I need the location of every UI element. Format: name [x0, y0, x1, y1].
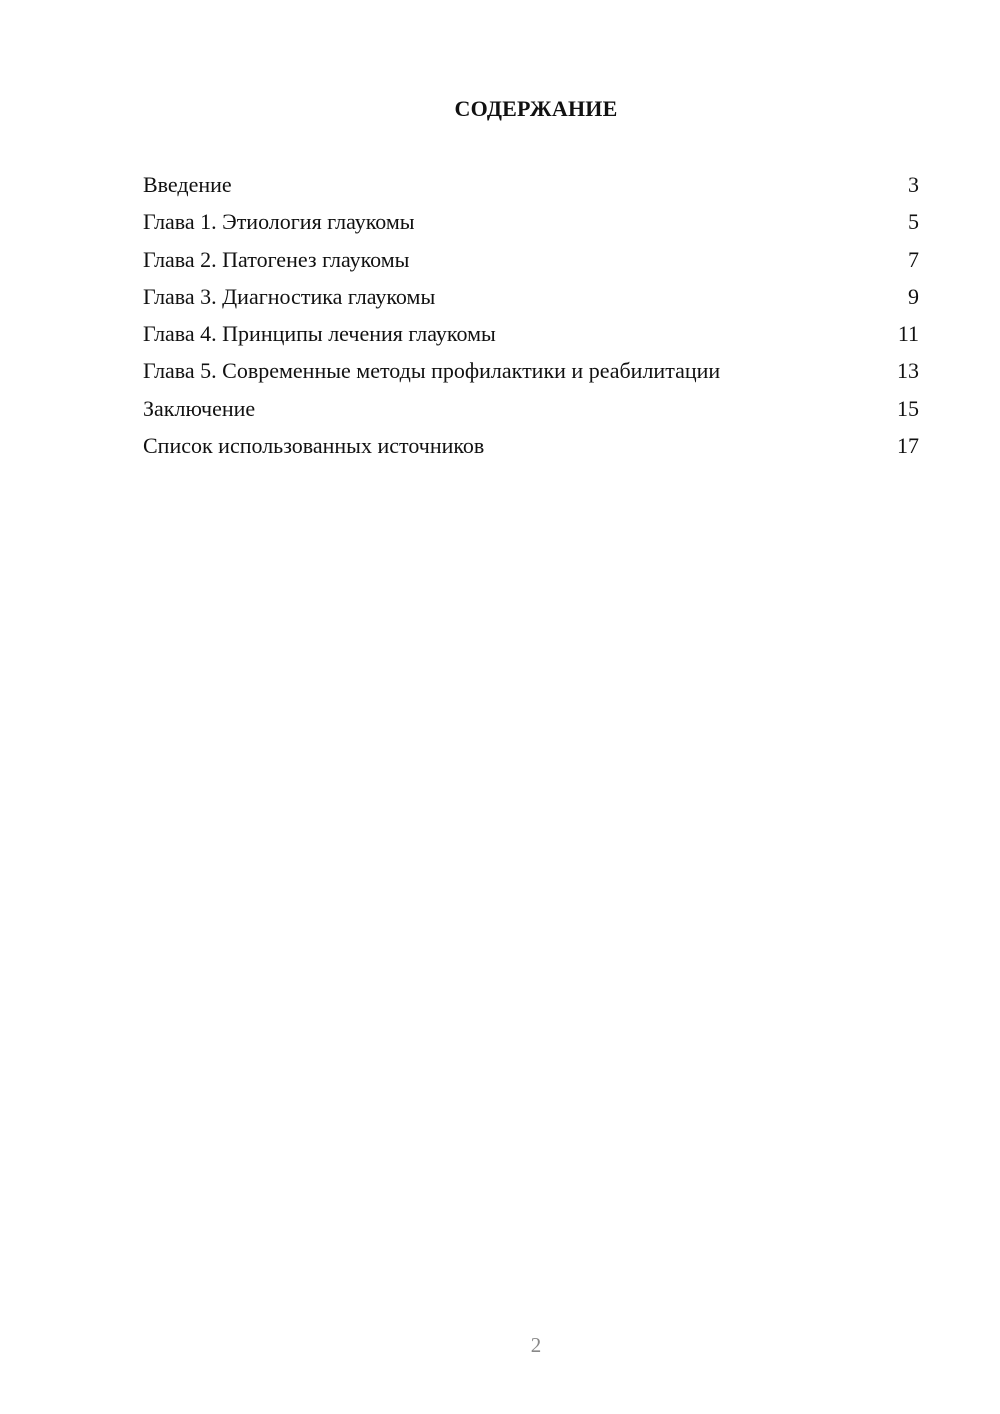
toc-entry-label: Глава 4. Принципы лечения глаукомы [143, 321, 496, 347]
toc-entry-page: 9 [908, 283, 919, 309]
toc-entry-page: 15 [897, 395, 919, 421]
toc-entry-page: 17 [897, 433, 919, 459]
toc-entry-page: 3 [908, 172, 919, 197]
toc-entry-page: 11 [897, 321, 919, 347]
toc-entry-chapter-3[interactable] [143, 280, 919, 317]
page-number: 2 [530, 1333, 542, 1357]
toc-entry-label: Введение [143, 172, 232, 197]
toc-entry-references[interactable] [143, 429, 919, 466]
toc-entry-label: Глава 3. Диагностика глаукомы [143, 283, 436, 309]
toc-entry-chapter-1[interactable] [143, 205, 919, 242]
toc-entry-label: Глава 2. Патогенез глаукомы [143, 246, 410, 272]
toc-entry-label: Глава 1. Этиология глаукомы [143, 209, 415, 235]
toc-entry-page: 5 [908, 209, 919, 235]
toc-entry-chapter-5[interactable] [143, 354, 919, 391]
toc-entry-page: 7 [908, 246, 919, 272]
page-title: СОДЕРЖАНИЕ [454, 96, 618, 121]
toc-entry-chapter-2[interactable] [143, 243, 919, 280]
toc-entry-label: Глава 5. Современные методы профилактики и реабилитации [143, 358, 721, 384]
toc-entry-conclusion[interactable] [143, 392, 919, 429]
toc-entry-introduction[interactable] [143, 168, 919, 205]
toc-entry-page: 13 [897, 358, 919, 384]
toc-entry-label: Список использованных источников [143, 433, 485, 459]
toc-entry-label: Заключение [143, 395, 256, 421]
toc-entry-chapter-4[interactable] [143, 317, 919, 354]
table-of-contents [143, 168, 919, 466]
